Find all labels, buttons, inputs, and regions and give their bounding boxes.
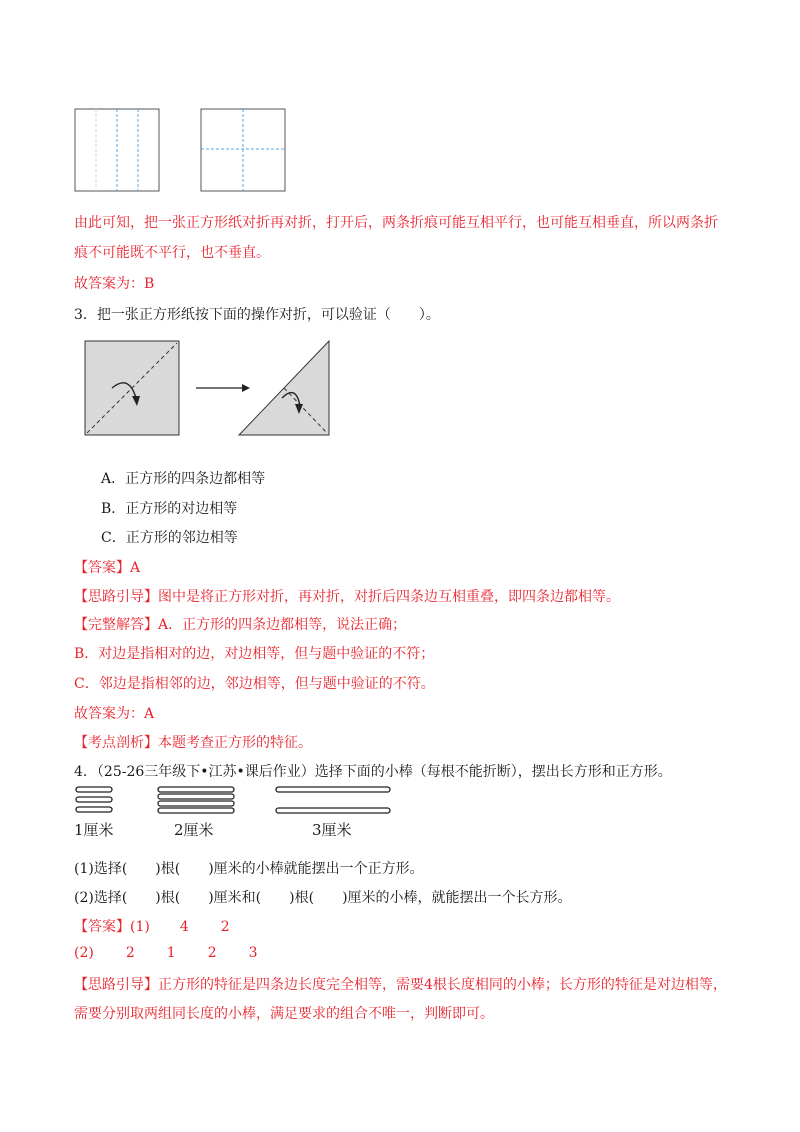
sticks-3cm xyxy=(276,787,390,813)
answer-value: 4 xyxy=(179,919,189,935)
sticks-1cm xyxy=(76,787,112,812)
solution-c: C．邻边是指相邻的边，邻边相等，但与题中验证的不符。 xyxy=(74,676,435,692)
conclusion-line-2: 痕不可能既不平行，也不垂直。 xyxy=(74,245,270,261)
q4-answer-1 xyxy=(74,916,230,936)
square-fold-diagram xyxy=(84,340,334,440)
q4-hint-line-2: 需要分别取两组同长度的小棒，满足要求的组合不唯一，判断即可。 xyxy=(74,1006,494,1022)
conclusion-answer: 故答案为：B xyxy=(74,276,155,292)
answer-tag: 【答案】 xyxy=(74,919,130,935)
conclusion-line-1: 由此可知，把一张正方形纸对折再对折，打开后，两条折痕可能互相平行，也可能互相垂直，所以两条折 xyxy=(74,215,718,231)
hint-tag: 【思路引导】 xyxy=(74,977,158,993)
answer-value: A xyxy=(130,560,141,576)
q4-sub-question-1: (1)选择( )根( )厘米的小棒就能摆出一个正方形。 xyxy=(74,861,424,877)
option-c: C．正方形的邻边相等 xyxy=(101,530,238,546)
answer-value: 2 xyxy=(125,945,135,961)
option-a: A．正方形的四条边都相等 xyxy=(101,471,266,487)
q3-final-answer: 故答案为：A xyxy=(74,706,155,722)
hint-text: 正方形的特征是四条边长度完全相等，需要4根长度相同的小棒；长方形的特征是对边相等， xyxy=(158,977,727,993)
stick-label-1cm: 1厘米 xyxy=(74,821,114,839)
q3-analysis xyxy=(74,732,312,752)
question-4-stem: 4．（25-26三年级下•江苏•课后作业）选择下面的小棒（每根不能折断），摆出长方形和正方形。 xyxy=(74,764,672,780)
option-b: B．正方形的对边相等 xyxy=(101,501,238,517)
q4-sub-question-2: (2)选择( )根( )厘米和( )根( )厘米的小棒，就能摆出一个长方形。 xyxy=(74,890,572,906)
answer-value: 2 xyxy=(207,945,217,961)
solution-text: A．正方形的四条边都相等，说法正确； xyxy=(158,617,407,633)
sticks-figure xyxy=(74,786,394,822)
answer-value: 2 xyxy=(220,919,230,935)
sticks-2cm xyxy=(158,787,234,813)
hint-tag: 【思路引导】 xyxy=(74,589,158,605)
solution-tag: 【完整解答】 xyxy=(74,617,158,633)
analysis-tag: 【考点剖析】 xyxy=(74,735,158,751)
solution-b: B．对边是指相对的边，对边相等，但与题中验证的不符； xyxy=(74,646,435,662)
answer-value: 1 xyxy=(166,945,176,961)
answer-part-label: (2) xyxy=(74,945,94,961)
question-3-stem: 3．把一张正方形纸按下面的操作对折，可以验证（ ）。 xyxy=(74,307,440,323)
fold-parallel-figure xyxy=(74,108,160,192)
analysis-text: 本题考查正方形的特征。 xyxy=(158,735,312,751)
answer-value: 3 xyxy=(248,945,258,961)
stick-label-2cm: 2厘米 xyxy=(174,821,214,839)
q3-answer xyxy=(74,557,140,577)
answer-tag: 【答案】 xyxy=(74,560,130,576)
q4-hint-line-1 xyxy=(74,974,727,994)
q3-solution xyxy=(74,614,406,634)
q4-answer-2 xyxy=(74,945,258,961)
q3-hint xyxy=(74,586,620,606)
hint-text: 图中是将正方形对折，再对折，对折后四条边互相重叠，即四条边都相等。 xyxy=(158,589,620,605)
right-arrowhead-icon xyxy=(242,384,250,392)
answer-part-label: (1) xyxy=(130,919,150,935)
stick-label-3cm: 3厘米 xyxy=(312,821,352,839)
fold-perpendicular-figure xyxy=(200,108,286,192)
